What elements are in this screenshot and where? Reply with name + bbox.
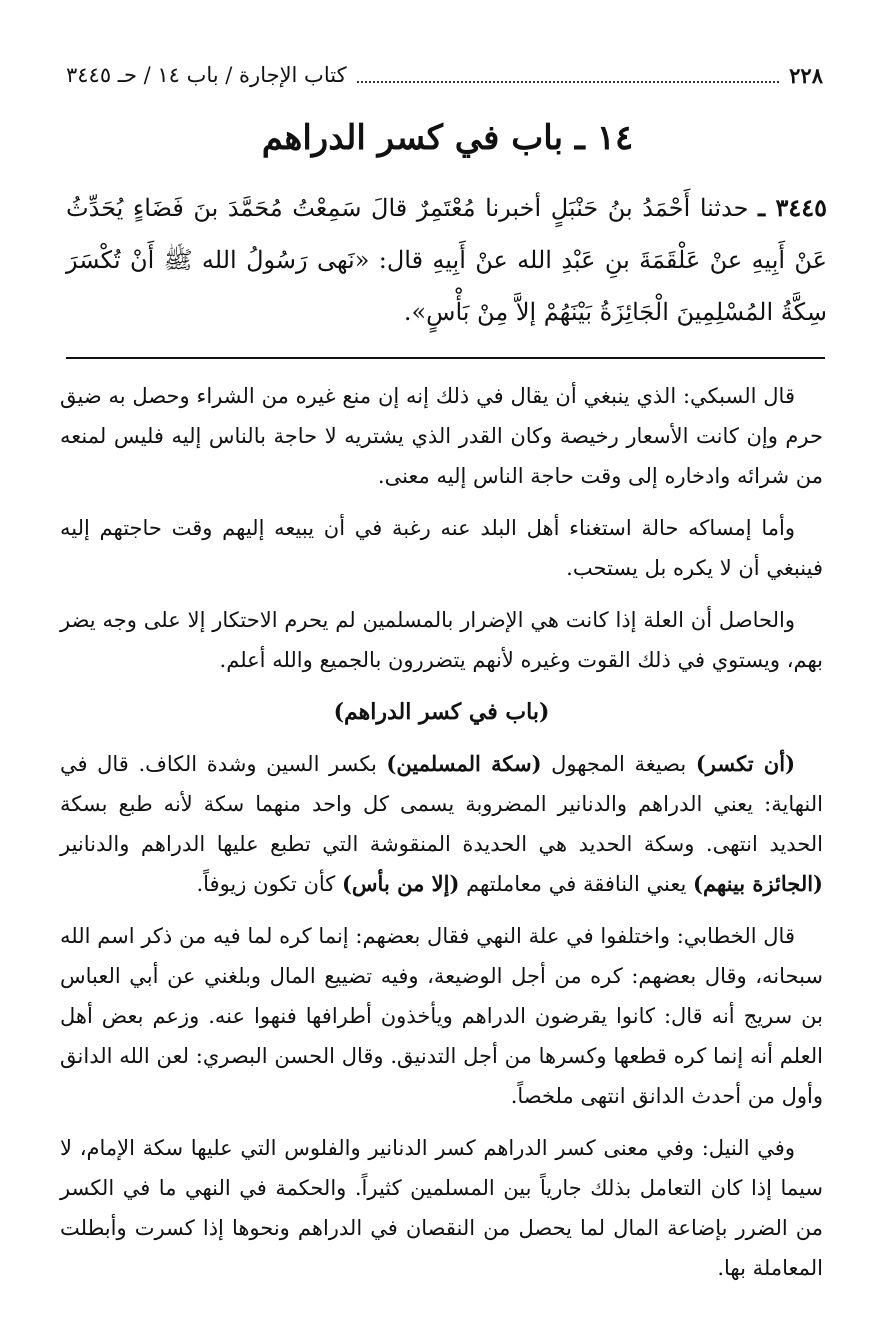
commentary-paragraph: وفي النيل: وفي معنى كسر الدراهم كسر الدنانير والفلوس التي عليها سكة الإمام، لا سيما إذا كان التعامل بذلك جارياً بين المسلمين كثيراً. والحكمة في النهي ما في الكسر من الضرر بإضاعة المال لما يحصل من النقصان في الدراهم ونحوها إذا كسرت وأبطلت المعاملة بها.: [60, 1136, 823, 1280]
commentary-paragraph: وأما إمساكه حالة استغناء أهل البلد عنه رغبة في أن يبيعه إليهم وقت حاجتهم إليه فينبغي أن لا يكره بل يستحب.: [60, 516, 823, 580]
commentary-text: بصيغة المجهول: [541, 752, 696, 776]
hadith-body: حدثنا أَحْمَدُ بنُ حَنْبَلٍ أخبرنا مُعْتَمِرٌ قالَ سَمِعْتُ مُحَمَّدَ بنَ فَضَاءٍ يُحَدِّثُ عَنْ أَبِيهِ عنْ عَلْقَمَةَ بنِ عَبْدِ الله عنْ أَبِيهِ قال: «نَهى رَسُولُ الله ﷺ أَنْ تُكْسَرَ سِكَّةُ المُسْلِمِينَ الْجَائِزَةُ بَيْنَهُمْ إلاَّ مِنْ بَأْسٍ».: [66, 194, 827, 326]
commentary-paragraph: [60, 744, 823, 904]
chapter-title: ١٤ ـ باب في كسر الدراهم: [261, 118, 634, 158]
section-subheading: (باب في كسر الدراهم): [333, 699, 550, 725]
quoted-term: (سكة المسلمين): [386, 751, 542, 776]
commentary-text: يعني النافقة في معاملتهم: [459, 872, 694, 896]
quoted-term: (إلا من بأس): [341, 871, 460, 896]
commentary-text: كأن تكون زيوفاً.: [196, 872, 342, 896]
header-dotted-leader: [357, 67, 780, 83]
running-title: كتاب الإجارة / باب ١٤ / حـ ٣٤٤٥: [66, 63, 347, 87]
hadith-text: [66, 182, 827, 338]
hadith-number: ٣٤٤٥ ـ: [758, 193, 827, 222]
commentary-text: بكسر السين وشدة الكاف. قال في النهاية: يعني الدراهم والدنانير المضروبة يسمى كل واحد منهما سكة لأنه طبع بسكة الحديد انتهى. وسكة الحديد هي الحديدة المنقوشة التي تطبع عليها الدراهم والدنانير: [60, 752, 823, 856]
quoted-term: (أن تكسر): [695, 751, 795, 776]
commentary: [60, 376, 823, 1300]
page-header: [66, 58, 823, 92]
page-number: ٢٢٨: [789, 62, 823, 88]
commentary-paragraph: والحاصل أن العلة إذا كانت هي الإضرار بالمسلمين لم يحرم الاحتكار إلا على وجه يضر بهم، ويستوي في ذلك القوت وغيره لأنهم يتضررون بالجميع والله أعلم.: [60, 608, 823, 672]
separator-line: [66, 357, 825, 359]
commentary-paragraph: قال السبكي: الذي ينبغي أن يقال في ذلك إنه إن منع غيره من الشراء وحصل به ضيق حرم وإن كانت الأسعار رخيصة وكان القدر الذي يشتريه لا حاجة بالناس إليه فليس لمنعه من شرائه وادخاره إلى وقت حاجة الناس إليه معنى.: [60, 384, 823, 488]
quoted-term: (الجائزة بينهم): [693, 871, 823, 896]
commentary-paragraph: قال الخطابي: واختلفوا في علة النهي فقال بعضهم: إنما كره لما فيه من ذكر اسم الله سبحانه، وقال بعضهم: كره من أجل الوضيعة، وفيه تضييع المال وبلغني عن أبي العباس بن سريج أنه قال: كانوا يقرضون الدراهم ويأخذون أطرافها فنهوا عنه. وزعم بعض أهل العلم أنه إنما كره قطعها وكسرها من أجل التدنيق. وقال الحسن البصري: لعن الله الدانق وأول من أحدث الدانق انتهى ملخصاً.: [60, 924, 823, 1108]
